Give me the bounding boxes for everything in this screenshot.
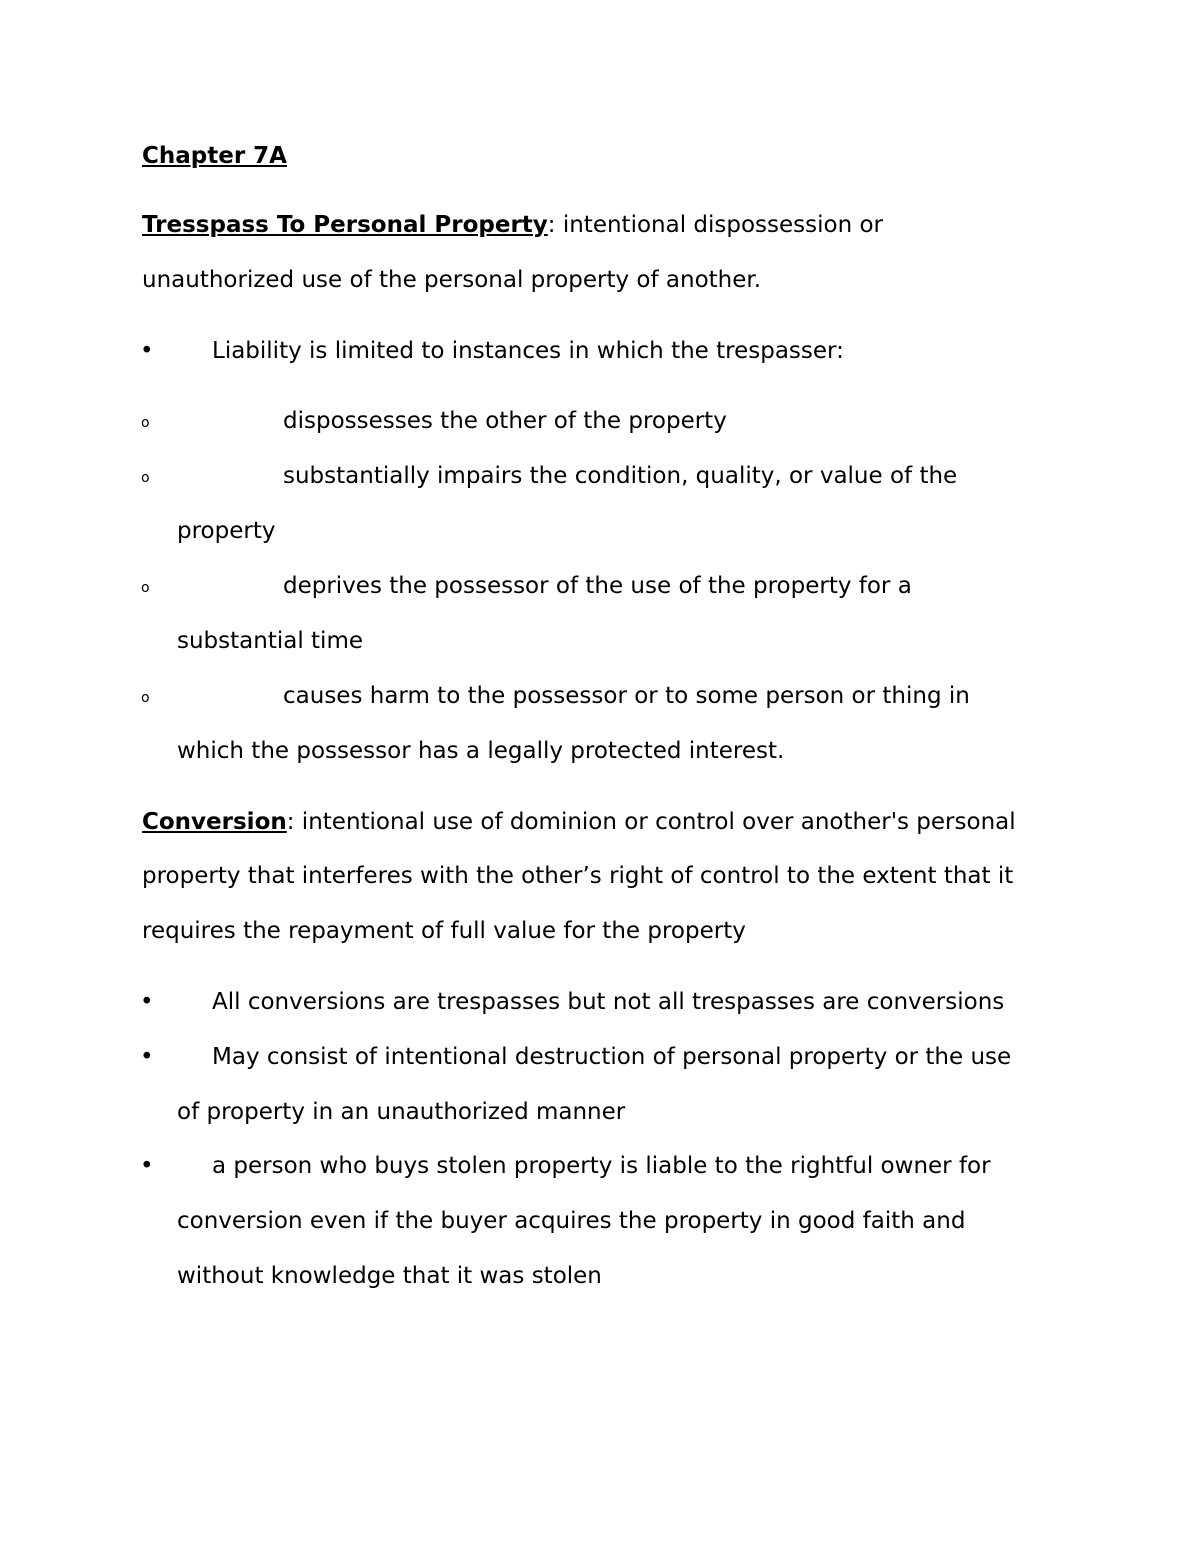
conversion-bullet: a person who buys stolen property is liable to the rightful owner for: [212, 1153, 991, 1179]
conversion-bullet-continuation: without knowledge that it was stolen: [177, 1263, 602, 1289]
sub-item-line: substantially impairs the condition, quality, or value of the: [283, 463, 958, 489]
conversion-bullet-continuation: conversion even if the buyer acquires the property in good faith and: [177, 1208, 966, 1234]
sub-item-line: deprives the possessor of the use of the property for a: [283, 573, 912, 599]
sub-bullet-icon: o: [141, 415, 150, 431]
conversion-definition-line-2: property that interferes with the other’s right of control to the extent that it: [142, 863, 1014, 889]
conversion-bullet: All conversions are trespasses but not all trespasses are conversions: [212, 989, 1005, 1015]
conversion-definition-line-3: requires the repayment of full value for the property: [142, 918, 746, 944]
trespass-definition-text: : intentional dispossession or: [547, 212, 884, 238]
sub-item-line: dispossesses the other of the property: [283, 408, 727, 434]
sub-bullet-icon: o: [141, 470, 150, 486]
bullet-icon: •: [140, 1044, 154, 1070]
conversion-bullet: May consist of intentional destruction of personal property or the use: [212, 1044, 1012, 1070]
sub-item-continuation: which the possessor has a legally protected interest.: [177, 738, 785, 764]
trespass-liability-bullet: Liability is limited to instances in which the trespasser:: [212, 338, 844, 364]
conversion-definition-line: [142, 807, 1016, 837]
conversion-bullet-continuation: of property in an unauthorized manner: [177, 1099, 626, 1125]
conversion-term: Conversion: [142, 809, 287, 835]
sub-item-continuation: property: [177, 518, 276, 544]
trespass-term: Tresspass To Personal Property: [142, 212, 548, 238]
chapter-title: Chapter 7A: [142, 143, 287, 169]
trespass-definition-line: [142, 210, 883, 240]
bullet-icon: •: [140, 989, 154, 1015]
bullet-icon: •: [140, 338, 154, 364]
bullet-icon: •: [140, 1153, 154, 1179]
sub-item-continuation: substantial time: [177, 628, 363, 654]
sub-bullet-icon: o: [141, 690, 150, 706]
trespass-definition-line-2: unauthorized use of the personal property of another.: [142, 267, 762, 293]
sub-bullet-icon: o: [141, 580, 150, 596]
sub-item-line: causes harm to the possessor or to some person or thing in: [283, 683, 970, 709]
conversion-definition-text: : intentional use of dominion or control over another's personal: [286, 809, 1016, 835]
